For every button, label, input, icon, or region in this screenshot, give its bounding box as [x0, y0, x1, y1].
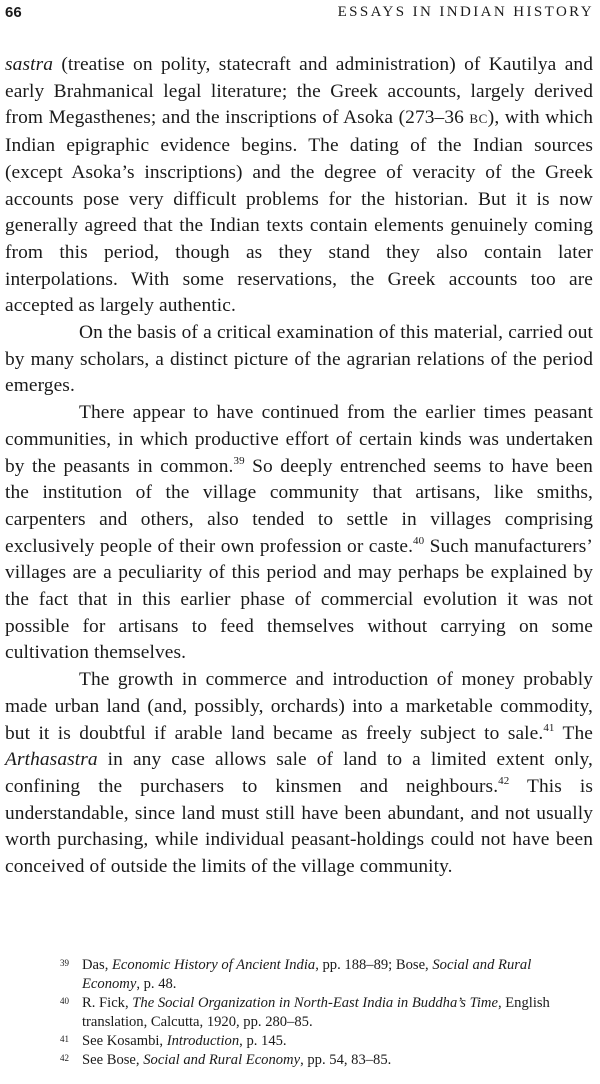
text-run: (treatise on polity, statecraft and administration) of Kautilya and early Brahmanical legal literature; the Greek accounts, largely derived from Megasthenes; and the inscriptions of Asoka (273–36 — [5, 54, 593, 129]
footnote-ref: 40 — [413, 534, 425, 547]
text-run: in any case allows sale of land to a limited extent only, confining the purchasers to kinsmen and neighbours. — [5, 749, 593, 797]
text-run: , p. 48. — [136, 976, 177, 993]
footnote-text — [82, 1051, 590, 1070]
paragraph — [5, 667, 593, 881]
footnote-ref: 42 — [498, 774, 510, 787]
footnote-number: 40 — [60, 996, 69, 1007]
footnote-text — [82, 994, 590, 1032]
text-run: , English translation, Calcutta, 1920, pp. 280–85. — [82, 995, 550, 1031]
italic-run: Social and Rural Economy — [143, 1052, 301, 1069]
page-number: 66 — [5, 4, 22, 21]
paragraph — [5, 52, 593, 320]
text-run: See Bose, — [82, 1052, 144, 1069]
footnote — [60, 956, 590, 994]
text-run: ), with which Indian epigraphic evidence begins. The dating of the Indian sources (except Asoka’s inscriptions) and the degree of veracity of the Greek accounts pose very difficult problems for the historian. But it is now generally agreed that the Indian texts contain elements genuinely coming from this period, though as they stand they also contain later interpolations. With some reservations, the Greek accounts too are accepted as largely authentic. — [5, 107, 593, 317]
running-head — [5, 4, 594, 28]
text-run: Das, — [82, 957, 112, 973]
italic-run: Introduction — [166, 1033, 240, 1050]
footnote-ref: 41 — [543, 721, 555, 734]
footnote-number: 41 — [60, 1034, 69, 1045]
text-run: Such manufacturers’ villages are a peculiarity of this period and may perhaps be explained by the fact that in this earlier phase of commercial evolution it was not possible for artisans to feed themselves without carrying on some cultivation themselves. — [5, 535, 593, 664]
italic-run: Social and Rural Economy — [82, 957, 532, 993]
body-text — [5, 52, 593, 881]
text-run: There appear to have continued from the earlier times peasant communities, in which productive effort of certain kinds was undertaken by the peasants in common. — [5, 402, 593, 477]
footnote — [60, 1051, 590, 1070]
paragraph — [5, 400, 593, 667]
text-run: , pp. 188–89; Bose, — [315, 957, 433, 973]
italic-run: Economic History of Ancient India — [112, 957, 316, 973]
text-run: R. Fick, — [82, 995, 133, 1012]
footnote — [60, 994, 590, 1032]
footnote-text — [82, 956, 590, 994]
italic-run: sastra — [5, 54, 54, 75]
footnote-text — [82, 1032, 590, 1051]
footnote-ref: 39 — [233, 454, 245, 467]
text-run: The — [554, 722, 593, 744]
text-run: See Kosambi, — [82, 1033, 167, 1050]
text-run: , pp. 54, 83–85. — [300, 1052, 392, 1069]
smallcaps-run: BC — [469, 111, 488, 127]
text-run: On the basis of a critical examination of this material, carried out by many scholars, a distinct picture of the agrarian relations of the period emerges. — [5, 322, 593, 397]
running-head-title: ESSAYS IN INDIAN HISTORY — [337, 4, 594, 20]
footnotes — [60, 956, 590, 1071]
footnote — [60, 1032, 590, 1051]
text-run: The growth in commerce and introduction of money probably made urban land (and, possibly, orchards) into a marketable commodity, but it is doubtful if arable land became as freely subject to sale. — [5, 669, 593, 744]
footnote-number: 39 — [60, 958, 69, 968]
italic-run: The Social Organization in North-East India in Buddha’s Time — [132, 995, 498, 1012]
text-run: So deeply entrenched seems to have been the institution of the village community that artisans, like smiths, carpenters and others, also tended to settle in villages comprising exclusively people of their own profession or caste. — [5, 455, 593, 557]
footnote-number: 42 — [60, 1053, 69, 1064]
text-run: This is understandable, since land must still have been abundant, and not usually worth purchasing, while individual peasant-holdings could not have been conceived of outside the limits of the village community. — [5, 775, 593, 878]
paragraph — [5, 320, 593, 400]
text-run: , p. 145. — [239, 1033, 287, 1050]
italic-run: Arthasastra — [5, 749, 98, 771]
